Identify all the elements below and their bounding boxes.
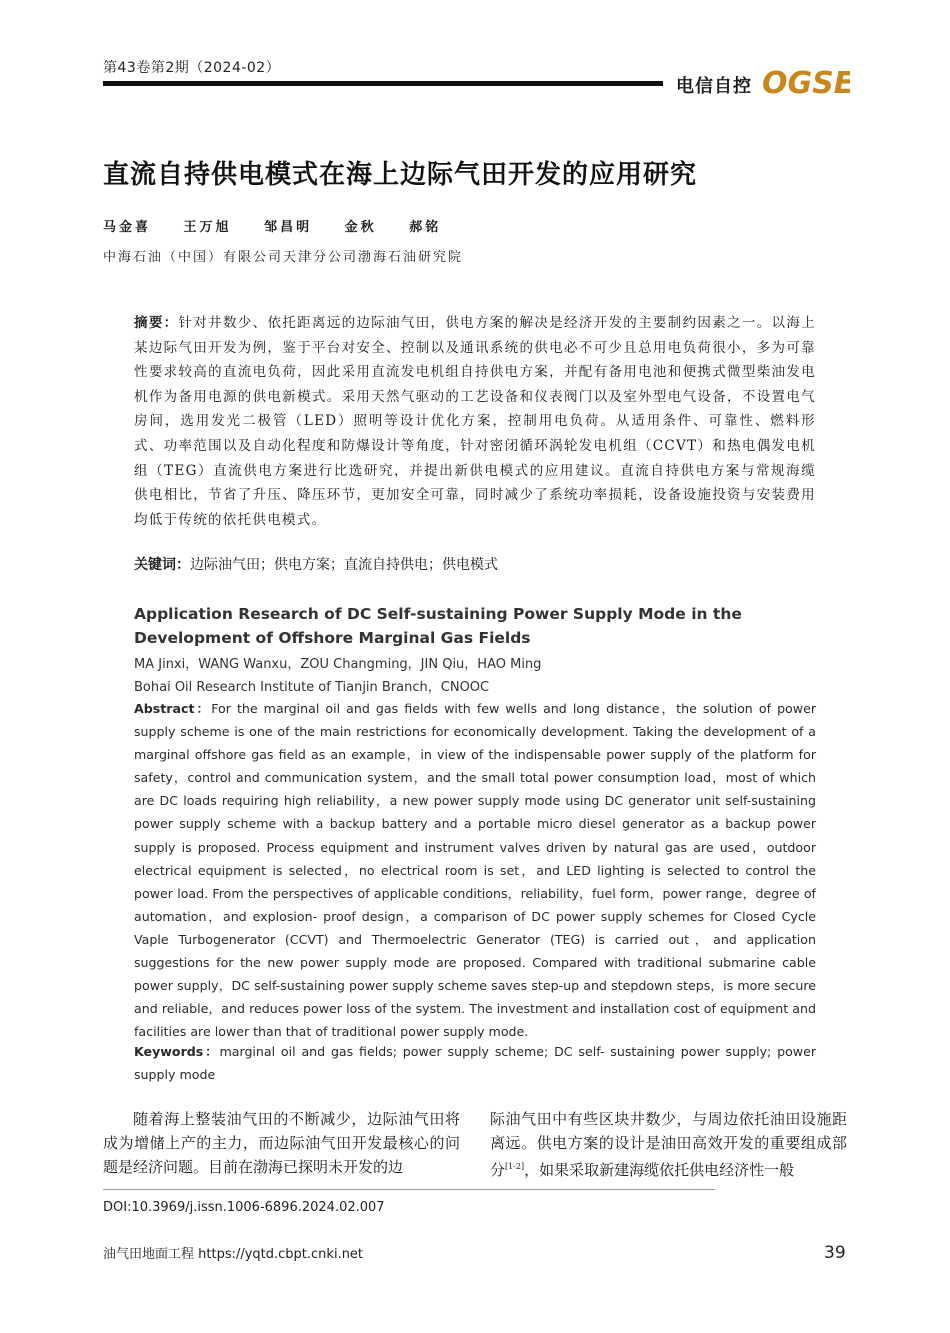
affiliation: 中海石油（中国）有限公司天津分公司渤海石油研究院	[103, 250, 464, 265]
keywords-cn-label: 关键词：	[134, 557, 190, 573]
english-title: Application Research of DC Self-sustaining Power Supply Mode in the Development of Offshore Marginal Gas Fields	[134, 605, 742, 647]
abstract-cn-text: 针对井数少、依托距离远的边际油气田，供电方案的解决是经济开发的主要制约因素之一。以海上某边际气田开发为例，鉴于平台对安全、控制以及通讯系统的供电必不可少且总用电负荷很小，多为可靠性要求较高的直流电负荷，因此采用直流发电机组自持供电方案，并配有备用电池和便携式微型柴油发电机作为备用电源的供电新模式。采用天然气驱动的工艺设备和仪表阀门以及室外型电气设备，不设置电气房间，选用发光二极管（LED）照明等设计优化方案，控制用电负荷。从适用条件、可靠性、燃料形式、功率范围以及自动化程度和防爆设计等角度，针对密闭循环涡轮发电机组（CCVT）和热电偶发电机组（TEG）直流供电方案进行比选研究，并提出新供电模式的应用建议。直流自持供电方案与常规海缆供电相比，节省了升压、降压环节，更加安全可靠，同时减少了系统功率损耗，设备设施投资与安装费用均低于传统的依托供电模式。	[134, 315, 816, 528]
abstract-en-label: Abstract：	[134, 701, 212, 716]
author: 王万旭	[183, 220, 232, 235]
citation[interactable]: [1-2]	[505, 1162, 525, 1171]
logo-text: OGSE	[762, 66, 850, 100]
author: 郝铭	[409, 220, 442, 235]
author: 金秋	[344, 220, 377, 235]
author: 邹昌明	[264, 220, 313, 235]
article-title: 直流自持供电模式在海上边际气田开发的应用研究	[103, 160, 698, 190]
keywords-cn-text: 边际油气田；供电方案；直流自持供电；供电模式	[190, 557, 498, 573]
body-text: ，如果采取新建海缆依托供电经济性一般	[524, 1161, 795, 1179]
keywords-en	[134, 1040, 816, 1086]
body-column-2	[490, 1107, 847, 1182]
keywords-en-label: Keywords：	[134, 1044, 220, 1059]
brand-name: 电信自控	[676, 76, 752, 97]
author: 马金喜	[103, 220, 152, 235]
english-authors: MA Jinxi，WANG Wanxu，ZOU Changming，JIN Qiu，HAO Ming	[134, 657, 542, 672]
abstract-cn	[134, 311, 816, 532]
doi[interactable]: DOI:10.3969/j.issn.1006-6896.2024.02.007	[103, 1200, 385, 1215]
abstract-cn-label: 摘要：	[134, 315, 179, 331]
body-text: 际油气田中有些区块井数少，与周边依托油田设施距离远。供电方案的设计是油田高效开发的重要组成部分	[490, 1110, 847, 1179]
ogse-logo	[760, 64, 850, 104]
page-number: 39	[824, 1243, 846, 1263]
keywords-en-text: marginal oil and gas fields; power supply scheme; DC self- sustaining power supply; power supply mode	[134, 1044, 816, 1083]
journal-footer[interactable]: 油气田地面工程 https://yqtd.cbpt.cnki.net	[103, 1247, 364, 1262]
header-rule	[103, 81, 663, 86]
body-column-1: 随着海上整装油气田的不断减少，边际油气田将成为增储上产的主力，而边际油气田开发最核心的问题是经济问题。目前在渤海已探明未开发的边	[103, 1110, 460, 1176]
abstract-en	[134, 697, 816, 1043]
abstract-en-text: For the marginal oil and gas fields with few wells and long distance，the solution of power supply scheme is one of the main restrictions for economically development. Taking the development of a marginal offshore gas field as an example，in view of the indispensable power supply of the platform for safety，control and communication system，and the small total power consumption load，most of which are DC loads requiring high reliability，a new power supply mode using DC generator unit self-sustaining power supply scheme with a backup battery and a portable micro diesel generator as a backup power supply is proposed. Process equipment and instrument valves driven by natural gas are used，outdoor electrical equipment is selected，no electrical room is set，and LED lighting is selected to control the power load. From the perspectives of applicable conditions，reliability，fuel form，power range，degree of automation，and explosion- proof design，a comparison of DC power supply schemes for Closed Cycle Vaple Turbogenerator (CCVT) and Thermoelectric Generator (TEG) is carried out，and application suggestions for the new power supply mode are proposed. Compared with traditional submarine cable power supply，DC self-sustaining power supply scheme saves step-up and stepdown steps，is more secure and reliable，and reduces power loss of the system. The investment and installation cost of equipment and facilities are lower than that of traditional power supply mode.	[134, 701, 816, 1040]
english-affiliation: Bohai Oil Research Institute of Tianjin Branch，CNOOC	[134, 680, 490, 695]
author-list	[103, 216, 469, 235]
keywords-cn	[134, 553, 816, 577]
footnote-rule	[103, 1189, 715, 1190]
issue-info: 第43卷第2期（2024-02）	[103, 60, 281, 76]
